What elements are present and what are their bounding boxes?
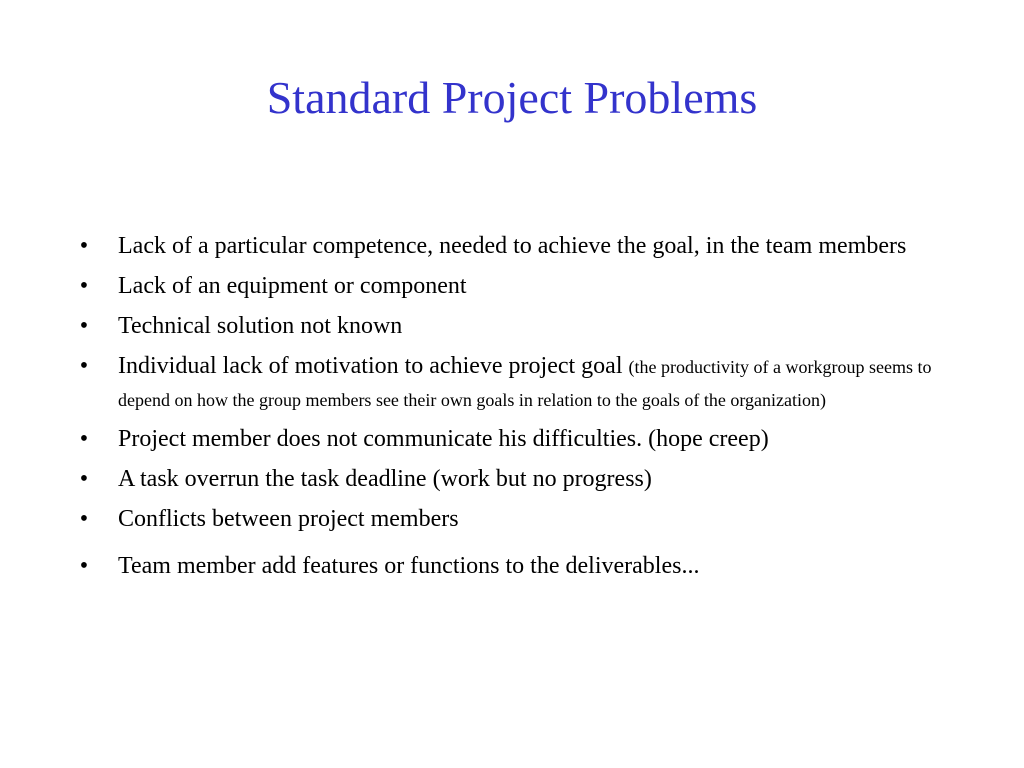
bullet-item <box>74 350 934 416</box>
bullet-note: (the productivity of a workgroup seems to depend on how the group members see their own goals in relation to the goals of the organization) <box>118 357 932 410</box>
bullet-item <box>74 550 934 583</box>
bullet-icon: • <box>79 466 89 492</box>
bullet-icon: • <box>79 313 89 339</box>
bullet-icon: • <box>79 353 89 379</box>
bullet-text: A task overrun the task deadline (work but no progress) <box>118 466 652 492</box>
bullet-item <box>74 463 934 496</box>
bullet-list <box>74 230 934 590</box>
bullet-text: Project member does not communicate his difficulties. (hope creep) <box>118 426 769 452</box>
bullet-text: Individual lack of motivation to achieve project goal <box>118 353 623 379</box>
bullet-text: Technical solution not known <box>118 313 403 339</box>
bullet-item <box>74 230 934 263</box>
bullet-item <box>74 423 934 456</box>
bullet-text: Lack of a particular competence, needed to achieve the goal, in the team members <box>118 233 907 259</box>
bullet-icon: • <box>79 426 89 452</box>
bullet-icon: • <box>79 553 89 579</box>
slide-title: Standard Project Problems <box>266 72 758 123</box>
bullet-text: Conflicts between project members <box>118 506 459 532</box>
bullet-item <box>74 270 934 303</box>
bullet-text: Lack of an equipment or component <box>118 273 467 299</box>
bullet-item <box>74 310 934 343</box>
bullet-icon: • <box>79 233 89 259</box>
bullet-icon: • <box>79 506 89 532</box>
bullet-icon: • <box>79 273 89 299</box>
bullet-text: Team member add features or functions to the deliverables... <box>118 553 700 579</box>
bullet-item <box>74 503 934 536</box>
